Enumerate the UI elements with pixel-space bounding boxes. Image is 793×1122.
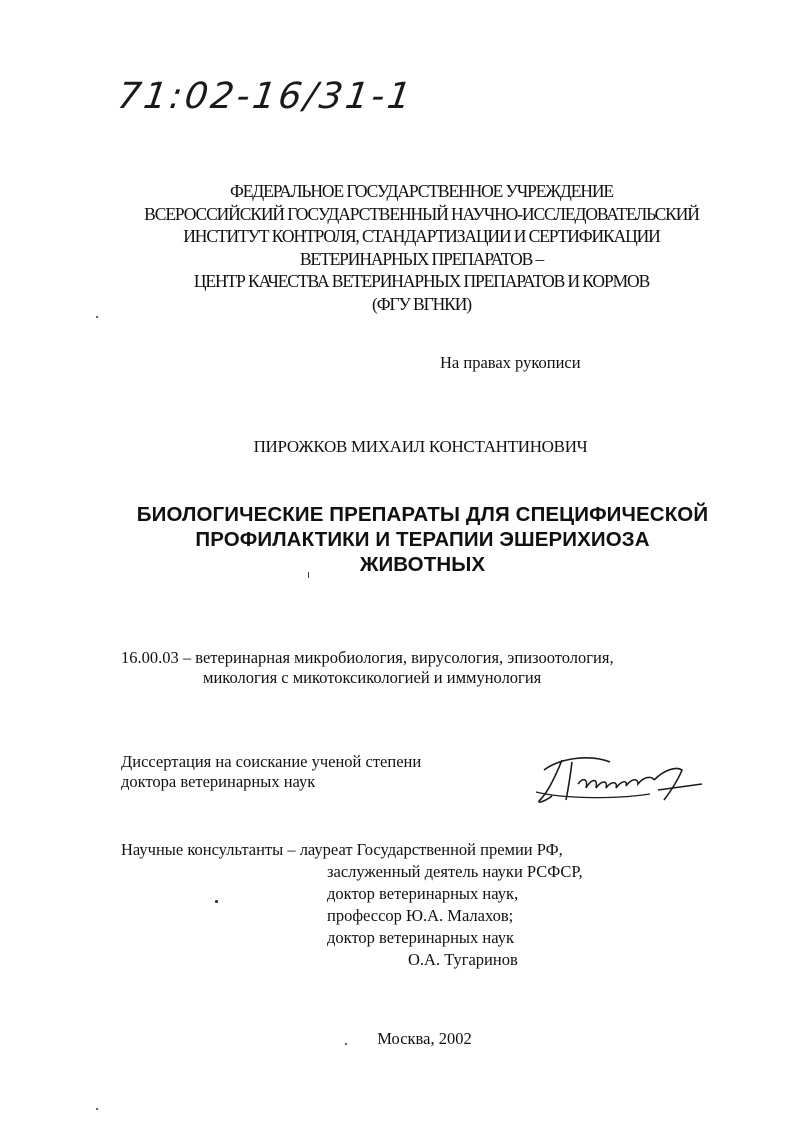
specialty-line: микология с микотоксикологией и иммунология [203,668,542,687]
consultant-line: доктор ветеринарных наук, [327,884,519,903]
degree-line: доктора ветеринарных наук [121,772,316,791]
scan-speck [96,1108,98,1110]
scan-speck [345,1043,347,1045]
institution-line: ФЕДЕРАЛЬНОЕ ГОСУДАРСТВЕННОЕ УЧРЕЖДЕНИЕ [229,181,613,201]
institution-line: ВЕТЕРИНАРНЫХ ПРЕПАРАТОВ – [299,248,544,269]
scan-speck [215,900,218,903]
consultant-name: О.А. Тугаринов [408,950,518,969]
city-year: Москва, 2002 [377,1029,472,1048]
author-name: ПИРОЖКОВ МИХАИЛ КОНСТАНТИНОВИЧ [253,437,588,456]
scan-speck [308,572,309,578]
scan-speck [96,316,98,318]
title-line: ПРОФИЛАКТИКИ И ТЕРАПИИ ЭШЕРИХИОЗА [195,528,650,551]
institution-line: ВСЕРОССИЙСКИЙ ГОСУДАРСТВЕННЫЙ НАУЧНО-ИССЛЕДОВАТЕЛЬСКИЙ [144,203,699,224]
rights-note: На правах рукописи [440,353,581,372]
consultant-line: заслуженный деятель науки РСФСР, [327,862,583,881]
archive-code: 71:02-16/31-1 [115,76,417,117]
institution-line: (ФГУ ВГНКИ) [371,293,471,314]
institution-line: ИНСТИТУТ КОНТРОЛЯ, СТАНДАРТИЗАЦИИ И СЕРТИФИКАЦИИ [183,226,660,246]
consultant-line: профессор Ю.А. Малахов; [327,906,514,925]
title-line: ЖИВОТНЫХ [359,553,486,576]
consultants-block [121,839,583,971]
specialty-line: 16.00.03 – ветеринарная микробиология, вирусология, эпизоотология, [121,648,614,667]
institution-line: ЦЕНТР КАЧЕСТВА ВЕТЕРИНАРНЫХ ПРЕПАРАТОВ И КОРМОВ [193,271,650,291]
specialty-block [121,648,614,688]
institution-header [0,180,793,315]
author-signature [530,740,710,810]
title-line: БИОЛОГИЧЕСКИЕ ПРЕПАРАТЫ ДЛЯ СПЕЦИФИЧЕСКОЙ [136,503,709,526]
consultants-heading: Научные консультанты – лауреат Государственной премии РФ, [121,840,563,859]
dissertation-title [0,502,793,577]
degree-block [121,752,421,792]
degree-line: Диссертация на соискание ученой степени [121,752,422,771]
consultant-line: доктор ветеринарных наук [327,928,514,947]
